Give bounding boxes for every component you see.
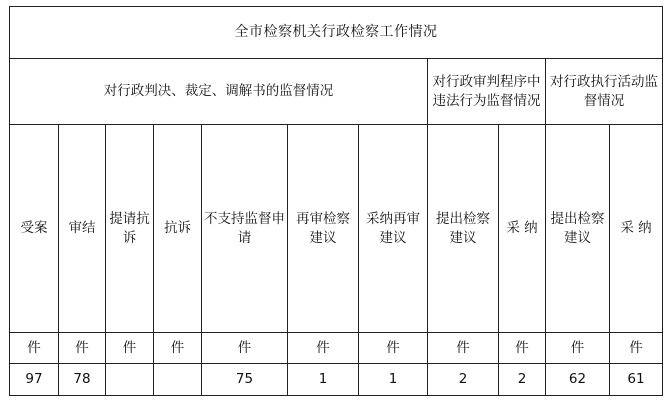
value-row — [10, 364, 663, 396]
procuratorate-stats-table — [9, 6, 663, 396]
unit-row — [10, 333, 663, 364]
value-cell-cases-concluded: 78 — [59, 364, 106, 396]
value-cell-procedure-recommendation-issued: 2 — [428, 364, 499, 396]
column-header-enforcement-adopted: 采 纳 — [610, 125, 663, 333]
unit-cell: 件 — [288, 333, 359, 364]
column-header-enforcement-recommendation-issued: 提出检察建议 — [546, 125, 610, 333]
unit-cell: 件 — [428, 333, 499, 364]
value-cell-protest-requested — [106, 364, 154, 396]
group-header-row — [10, 59, 663, 125]
value-cell-retrial-recommendation: 1 — [288, 364, 359, 396]
value-cell-supervision-not-supported: 75 — [202, 364, 288, 396]
table-title: 全市检察机关行政检察工作情况 — [10, 7, 663, 59]
column-header-retrial-recommendation-adopted: 采纳再审建议 — [359, 125, 428, 333]
column-header-cases-accepted: 受案 — [10, 125, 59, 333]
group-header-judgment-supervision: 对行政判决、裁定、调解书的监督情况 — [10, 59, 428, 125]
column-header-procedure-recommendation-issued: 提出检察建议 — [428, 125, 499, 333]
group-header-enforcement-supervision: 对行政执行活动监督情况 — [546, 59, 663, 125]
column-header-protest-requested: 提请抗诉 — [106, 125, 154, 333]
column-header-cases-concluded: 审结 — [59, 125, 106, 333]
column-header-row — [10, 125, 663, 333]
group-header-trial-procedure-supervision: 对行政审判程序中违法行为监督情况 — [428, 59, 546, 125]
unit-cell: 件 — [610, 333, 663, 364]
value-cell-enforcement-adopted: 61 — [610, 364, 663, 396]
column-header-procedure-adopted: 采 纳 — [499, 125, 546, 333]
value-cell-protest — [154, 364, 202, 396]
report-sheet — [9, 6, 662, 395]
unit-cell: 件 — [359, 333, 428, 364]
column-header-protest: 抗诉 — [154, 125, 202, 333]
title-row — [10, 7, 663, 59]
unit-cell: 件 — [106, 333, 154, 364]
value-cell-retrial-recommendation-adopted: 1 — [359, 364, 428, 396]
unit-cell: 件 — [202, 333, 288, 364]
unit-cell: 件 — [499, 333, 546, 364]
column-header-retrial-recommendation: 再审检察建议 — [288, 125, 359, 333]
value-cell-procedure-adopted: 2 — [499, 364, 546, 396]
unit-cell: 件 — [154, 333, 202, 364]
column-header-supervision-not-supported: 不支持监督申请 — [202, 125, 288, 333]
value-cell-enforcement-recommendation-issued: 62 — [546, 364, 610, 396]
value-cell-cases-accepted: 97 — [10, 364, 59, 396]
unit-cell: 件 — [10, 333, 59, 364]
unit-cell: 件 — [546, 333, 610, 364]
unit-cell: 件 — [59, 333, 106, 364]
